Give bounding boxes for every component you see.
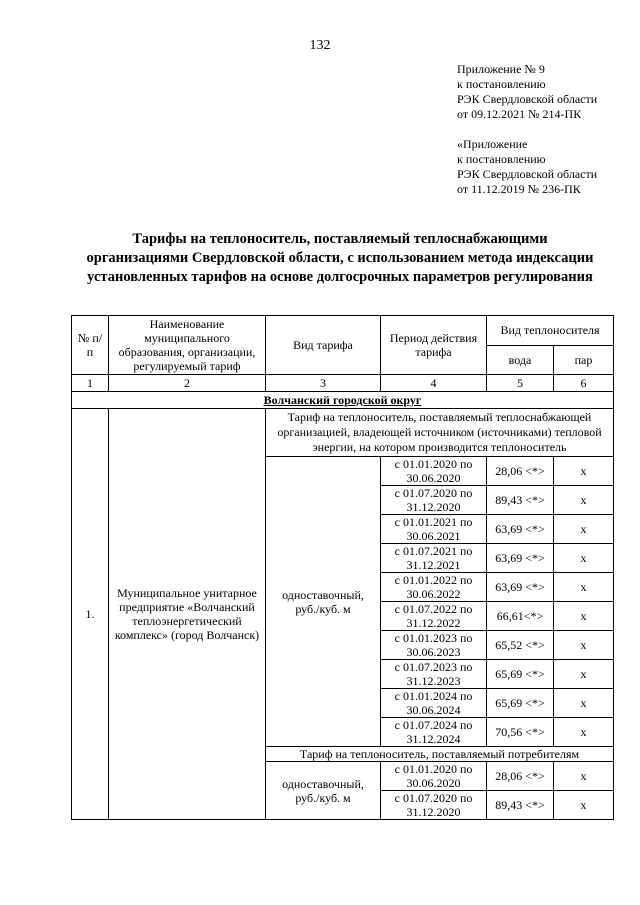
section-consumers-tariff-type: одноставочный, руб./куб. м <box>266 762 381 820</box>
tariff-period: с 01.01.2022 по 30.06.2022 <box>381 573 487 602</box>
org-name: Муниципальное унитарное предприятие «Волчанский теплоэнергетический комплекс» (город Волчанск) <box>109 409 266 820</box>
tariff-steam: x <box>554 762 614 791</box>
header-carrier: Вид теплоносителя <box>487 316 614 346</box>
tariff-steam: x <box>554 689 614 718</box>
header-tariff-type: Вид тарифа <box>266 316 381 375</box>
tariff-table <box>71 315 614 820</box>
tariff-water: 65,69 <*> <box>487 660 554 689</box>
column-number: 3 <box>266 375 381 392</box>
tariff-steam: x <box>554 660 614 689</box>
section-consumers-title: Тариф на теплоноситель, поставляемый потребителям <box>266 747 614 762</box>
tariff-period: с 01.07.2024 по 31.12.2024 <box>381 718 487 747</box>
title-line: организациями Свердловской области, с использованием метода индексации <box>86 250 594 266</box>
appendix-previous-line: к постановлению <box>457 152 546 166</box>
title-line: Тарифы на теплоноситель, поставляемый теплоснабжающими <box>132 231 548 247</box>
tariff-water: 65,69 <*> <box>487 689 554 718</box>
tariff-water: 28,06 <*> <box>487 762 554 791</box>
header-steam: пар <box>554 345 614 375</box>
tariff-water: 63,69 <*> <box>487 544 554 573</box>
appendix-previous-line: от 11.12.2019 № 236-ПК <box>457 182 581 196</box>
tariff-steam: x <box>554 573 614 602</box>
tariff-steam: x <box>554 718 614 747</box>
tariff-water: 63,69 <*> <box>487 573 554 602</box>
appendix-current-line: РЭК Свердловской области <box>457 92 598 106</box>
column-number: 1 <box>72 375 109 392</box>
tariff-period: с 01.07.2023 по 31.12.2023 <box>381 660 487 689</box>
appendix-current <box>457 62 637 122</box>
header-water: вода <box>487 345 554 375</box>
tariff-steam: x <box>554 791 614 820</box>
column-number: 4 <box>381 375 487 392</box>
org-number: 1. <box>72 409 109 820</box>
title-line: установленных тарифов на основе долгосрочных параметров регулирования <box>87 269 593 285</box>
tariff-period: с 01.07.2020 по 31.12.2020 <box>381 486 487 515</box>
appendix-previous-line: «Приложение <box>457 137 528 151</box>
district-name: Волчанский городской округ <box>72 392 614 409</box>
tariff-water: 89,43 <*> <box>487 791 554 820</box>
appendix-current-line: к постановлению <box>457 77 546 91</box>
tariff-period: с 01.07.2022 по 31.12.2022 <box>381 602 487 631</box>
appendix-previous-line: РЭК Свердловской области <box>457 167 598 181</box>
tariff-water: 65,52 <*> <box>487 631 554 660</box>
section-source-tariff-type: одноставочный, руб./куб. м <box>266 457 381 747</box>
tariff-period: с 01.01.2020 по 30.06.2020 <box>381 762 487 791</box>
tariff-period: с 01.01.2020 по 30.06.2020 <box>381 457 487 486</box>
tariff-water: 89,43 <*> <box>487 486 554 515</box>
page-number: 132 <box>309 38 331 53</box>
tariff-water: 63,69 <*> <box>487 515 554 544</box>
column-number: 6 <box>554 375 614 392</box>
tariff-steam: x <box>554 486 614 515</box>
tariff-steam: x <box>554 602 614 631</box>
column-number: 2 <box>109 375 266 392</box>
tariff-period: с 01.01.2024 по 30.06.2024 <box>381 689 487 718</box>
tariff-steam: x <box>554 515 614 544</box>
tariff-steam: x <box>554 544 614 573</box>
tariff-steam: x <box>554 631 614 660</box>
column-number: 5 <box>487 375 554 392</box>
header-org: Наименование муниципального образования, организации, регулируемый тариф <box>109 316 266 375</box>
tariff-water: 66,61<*> <box>487 602 554 631</box>
header-period: Период действия тарифа <box>381 316 487 375</box>
appendix-previous <box>457 137 637 197</box>
section-source-title: Тариф на теплоноситель, поставляемый теплоснабжающей организацией, владеющей источником (источниками) тепловой энергии, на котором производится теплоноситель <box>266 409 614 457</box>
appendix-current-line: Приложение № 9 <box>457 62 545 76</box>
tariff-period: с 01.01.2021 по 30.06.2021 <box>381 515 487 544</box>
tariff-steam: x <box>554 457 614 486</box>
tariff-period: с 01.07.2021 по 31.12.2021 <box>381 544 487 573</box>
tariff-water: 28,06 <*> <box>487 457 554 486</box>
appendix-current-line: от 09.12.2021 № 214-ПК <box>457 107 582 121</box>
tariff-period: с 01.07.2020 по 31.12.2020 <box>381 791 487 820</box>
tariff-period: с 01.01.2023 по 30.06.2023 <box>381 631 487 660</box>
header-num: № п/п <box>72 316 109 375</box>
document-title <box>60 230 620 287</box>
tariff-water: 70,56 <*> <box>487 718 554 747</box>
